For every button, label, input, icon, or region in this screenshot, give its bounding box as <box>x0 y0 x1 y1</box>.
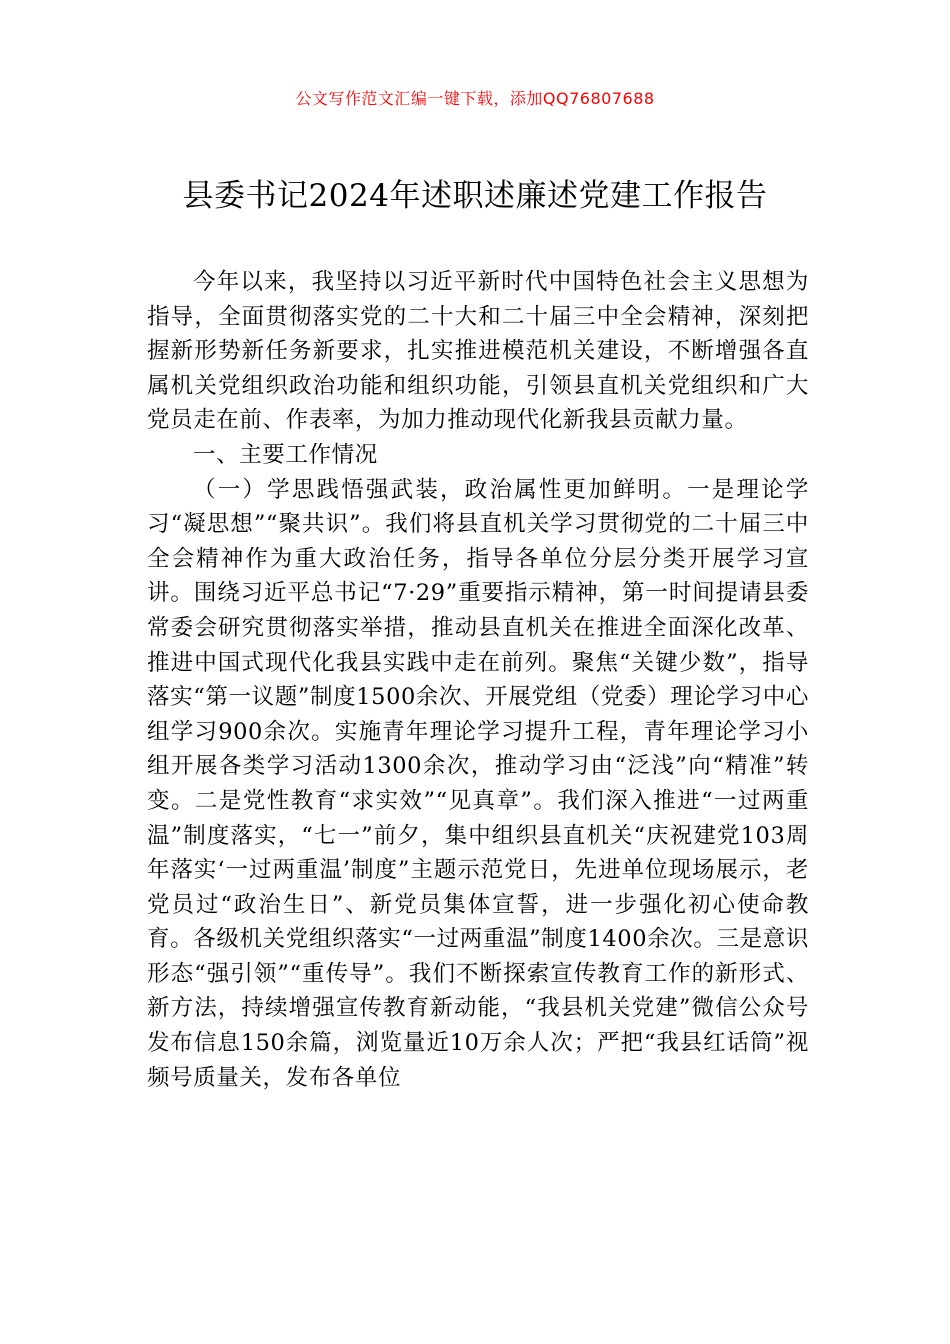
document-body <box>147 265 809 1095</box>
section-paragraph: （一）学思践悟强武装，政治属性更加鲜明。一是理论学习“凝思想”“聚共识”。我们将县直机关学习贯彻党的二十届三中全会精神作为重大政治任务，指导各单位分层分类开展学习宣讲。围绕习近平总书记“7·29”重要指示精神，第一时间提请县委常委会研究贯彻落实举措，推动县直机关在推进全面深化改革、推进中国式现代化我县实践中走在前列。聚焦“关键少数”，指导落实“第一议题”制度1500余次、开展党组（党委）理论学习中心组学习900余次。实施青年理论学习提升工程，青年理论学习小组开展各类学习活动1300余次，推动学习由“泛浅”向“精准”转变。二是党性教育“求实效”“见真章”。我们深入推进“一过两重温”制度落实，“七一”前夕，集中组织县直机关“庆祝建党103周年落实‘一过两重温’制度”主题示范党日，先进单位现场展示，老党员过“政治生日”、新党员集体宣誓，进一步强化初心使命教育。各级机关党组织落实“一过两重温”制度1400余次。三是意识形态“强引领”“重传导”。我们不断探索宣传教育工作的新形式、新方法，持续增强宣传教育新动能，“我县机关党建”微信公众号发布信息150余篇，浏览量近10万余人次；严把“我县红话筒”视频号质量关，发布各单位 <box>147 476 809 1091</box>
download-banner: 公文写作范文汇编一键下载，添加QQ76807688 <box>295 89 655 108</box>
document-title: 县委书记2024年述职述廉述党建工作报告 <box>182 178 768 214</box>
intro-paragraph: 今年以来，我坚持以习近平新时代中国特色社会主义思想为指导，全面贯彻落实党的二十大和二十届三中全会精神，深刻把握新形势新任务新要求，扎实推进模范机关建设，不断增强各直属机关党组织政治功能和组织功能，引领县直机关党组织和广大党员走在前、作表率，为加力推动现代化新我县贡献力量。 <box>147 269 809 434</box>
section-heading: 一、主要工作情况 <box>193 441 378 468</box>
